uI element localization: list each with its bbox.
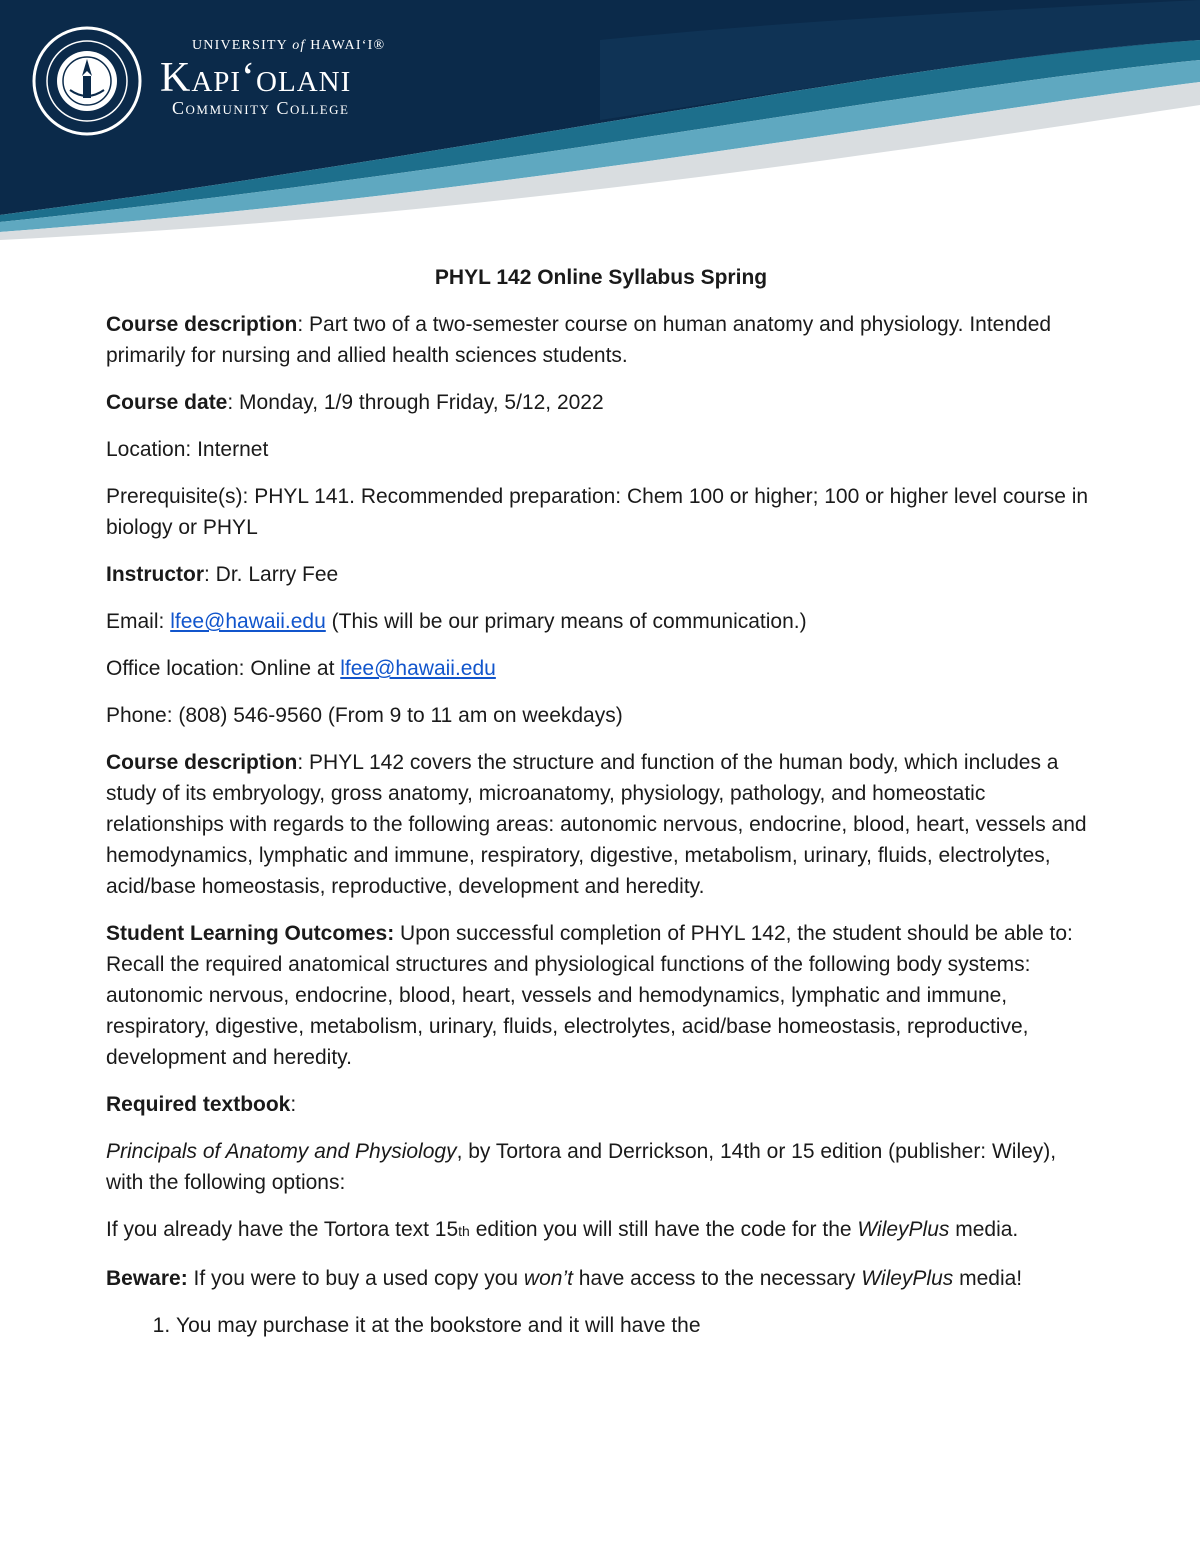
header-banner xyxy=(0,0,1200,240)
beware-note: Beware: If you were to buy a used copy you won’t have access to the necessary WileyPlus media! xyxy=(106,1267,1023,1290)
course-date: Course date: Monday, 1/9 through Friday, 5/12, 2022 xyxy=(106,391,604,414)
list-item: 1. You may purchase it at the bookstore and it will have the xyxy=(176,1310,1096,1341)
student-learning-outcomes: Student Learning Outcomes: Upon successful completion of PHYL 142, the student should be able to: Recall the required anatomical structures and physiological functions of the following body systems: autonomic nervous, endocrine, blood, heart, vessels and hemodynamics, lymphatic and immune, respiratory, digestive, metabolism, urinary, fluids, electrolytes, acid/base homeostasis, reproductive, development and heredity. xyxy=(106,922,1073,1069)
college-brand xyxy=(160,38,385,119)
location: Location: Internet xyxy=(106,438,269,461)
university-line: UNIVERSITY of HAWAI‘I® xyxy=(192,38,386,53)
textbook-info: Principals of Anatomy and Physiology, by Tortora and Derrickson, 14th or 15 edition (publisher: Wiley), with the following options: xyxy=(106,1140,1057,1194)
banner-graphic xyxy=(0,0,1200,240)
office-email-link[interactable]: lfee@hawaii.edu xyxy=(340,657,496,680)
university-seal-logo xyxy=(32,26,142,136)
purchase-options-list xyxy=(106,1310,1096,1341)
tortora-note: If you already have the Tortora text 15th edition you will still have the code for the WileyPlus media. xyxy=(106,1218,1019,1241)
office-location: Office location: Online at lfee@hawaii.edu xyxy=(106,657,496,680)
course-description-short: Course description: Part two of a two-semester course on human anatomy and physiology. Intended primarily for nursing and allied health sciences students. xyxy=(106,313,1052,367)
college-subtitle: Community College xyxy=(172,98,350,118)
email: Email: lfee@hawaii.edu (This will be our primary means of communication.) xyxy=(106,610,807,633)
required-textbook-heading: Required textbook: xyxy=(106,1093,297,1116)
syllabus-body xyxy=(106,262,1096,1341)
phone: Phone: (808) 546-9560 (From 9 to 11 am on weekdays) xyxy=(106,704,623,727)
document-title: PHYL 142 Online Syllabus Spring xyxy=(434,266,768,289)
instructor: Instructor: Dr. Larry Fee xyxy=(106,563,339,586)
prerequisites: Prerequisite(s): PHYL 141. Recommended preparation: Chem 100 or higher; 100 or higher level course in biology or PHYL xyxy=(106,485,1089,539)
college-name: Kapi‘olani xyxy=(160,55,352,101)
course-description-long: Course description: PHYL 142 covers the structure and function of the human body, which includes a study of its embryology, gross anatomy, microanatomy, physiology, pathology, and homeostatic relationships with regards to the following areas: autonomic nervous, endocrine, blood, heart, vessels and hemodynamics, lymphatic and immune, respiratory, digestive, metabolism, urinary, fluids, electrolytes, acid/base homeostasis, reproductive, development and heredity. xyxy=(106,751,1087,898)
email-link[interactable]: lfee@hawaii.edu xyxy=(170,610,326,633)
